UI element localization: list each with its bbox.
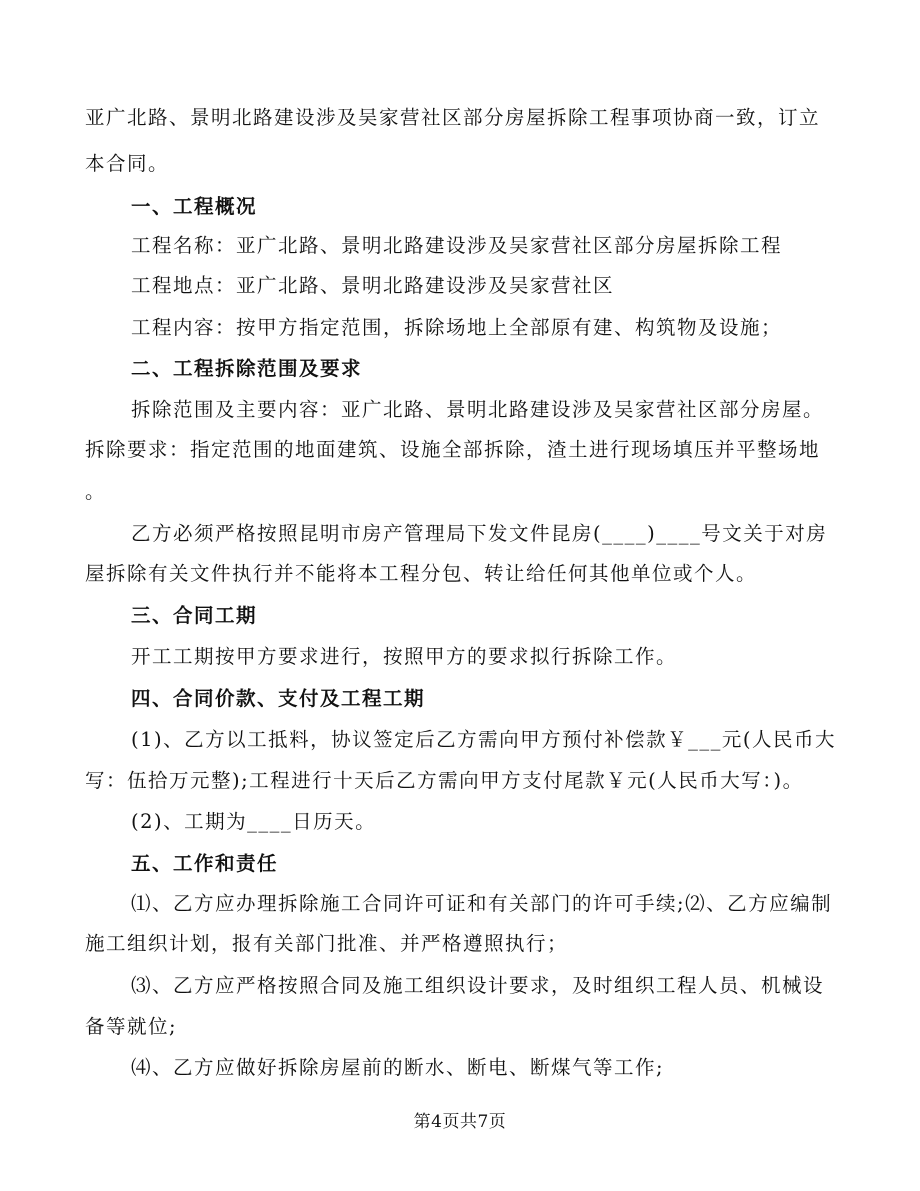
text-line-regulation-2: 屋拆除有关文件执行并不能将本工程分包、转让给任何其他单位或个人。 bbox=[85, 562, 758, 585]
text-line-period: 。 bbox=[85, 480, 107, 503]
section-heading-5: 五、工作和责任 bbox=[131, 852, 279, 875]
section-heading-2: 二、工程拆除范围及要求 bbox=[131, 357, 363, 380]
text-line-duty-4: 备等就位; bbox=[85, 1015, 178, 1038]
text-line-duty-3: ⑶、乙方应严格按照合同及施工组织设计要求，及时组织工程人员、机械设 bbox=[131, 974, 825, 997]
text-line-payment-1: (1)、乙方以工抵料，协议签定后乙方需向甲方预付补偿款￥___元(人民币大 bbox=[131, 728, 836, 751]
text-line-project-content: 工程内容：按甲方指定范围，拆除场地上全部原有建、构筑物及设施； bbox=[131, 316, 783, 339]
text-line-project-name: 工程名称：亚广北路、景明北路建设涉及吴家营社区部分房屋拆除工程 bbox=[131, 234, 783, 257]
text-line-project-location: 工程地点：亚广北路、景明北路建设涉及吴家营社区 bbox=[131, 274, 615, 297]
text-line-requirement: 拆除要求：指定范围的地面建筑、设施全部拆除，渣土进行现场填压并平整场地 bbox=[85, 438, 821, 461]
text-line-duty-2: 施工组织计划，报有关部门批准、并严格遵照执行； bbox=[85, 932, 569, 955]
section-heading-1: 一、工程概况 bbox=[131, 195, 258, 218]
text-line-2: 本合同。 bbox=[85, 152, 170, 175]
text-line-1: 亚广北路、景明北路建设涉及吴家营社区部分房屋拆除工程事项协商一致，订立 bbox=[85, 106, 821, 129]
text-line-duty-1: ⑴、乙方应办理拆除施工合同许可证和有关部门的许可手续;⑵、乙方应编制 bbox=[131, 892, 833, 915]
text-line-schedule: 开工工期按甲方要求进行，按照甲方的要求拟行拆除工作。 bbox=[131, 645, 678, 668]
text-line-duty-5: ⑷、乙方应做好拆除房屋前的断水、断电、断煤气等工作; bbox=[131, 1056, 665, 1079]
section-heading-4: 四、合同价款、支付及工程工期 bbox=[131, 687, 426, 710]
text-line-scope: 拆除范围及主要内容：亚广北路、景明北路建设涉及吴家营社区部分房屋。 bbox=[131, 398, 825, 421]
section-heading-3: 三、合同工期 bbox=[131, 604, 258, 627]
page-number: 第4页共7页 bbox=[413, 1112, 507, 1132]
text-line-payment-2: 写：伍拾万元整);工程进行十天后乙方需向甲方支付尾款￥元(人民币大写：)。 bbox=[85, 769, 804, 792]
text-line-regulation-1: 乙方必须严格按照昆明市房产管理局下发文件昆房(____)____号文关于对房 bbox=[131, 522, 828, 545]
text-line-duration: (2)、工期为____日历天。 bbox=[131, 810, 377, 833]
